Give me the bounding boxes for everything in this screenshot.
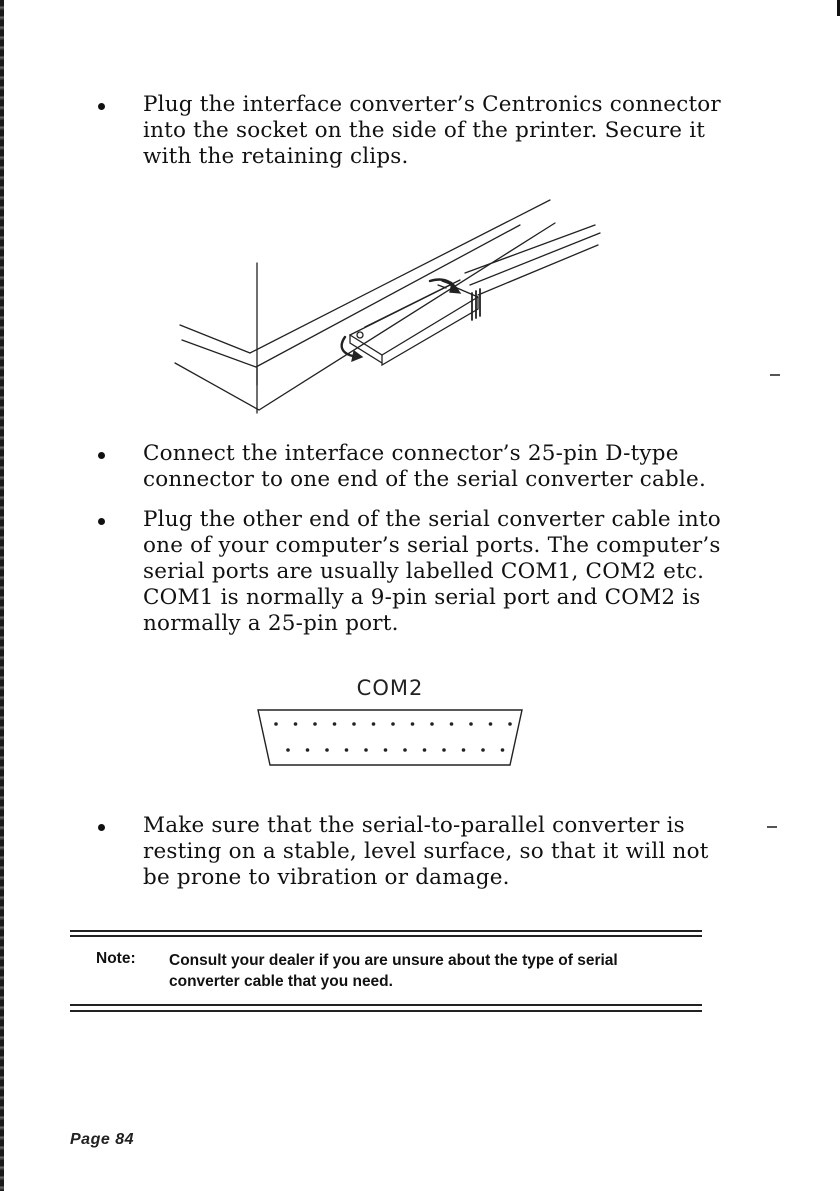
bullet-text: [143, 441, 713, 493]
bullet-dot: [98, 452, 105, 459]
port-pin: [306, 748, 310, 752]
port-pin: [442, 748, 446, 752]
port-pin: [364, 748, 368, 752]
port-pin: [313, 722, 317, 726]
port-pin: [403, 748, 407, 752]
text-line: resting on a stable, level surface, so that it will not: [143, 839, 709, 864]
printer-body-line: [180, 200, 550, 353]
d-sub-25-port-icon: [240, 670, 540, 780]
text-line: with the retaining clips.: [143, 144, 409, 169]
text-line: connector to one end of the serial converter cable.: [143, 467, 707, 492]
port-pin: [481, 748, 485, 752]
cable-line: [478, 245, 598, 295]
com2-port-illustration: [240, 670, 540, 780]
port-pin: [345, 748, 349, 752]
text-line: Plug the interface converter’s Centronics connector: [143, 92, 721, 117]
text-line: one of your computer’s serial ports. The computer’s: [143, 533, 721, 558]
port-pin: [294, 722, 298, 726]
page-number: Page 84: [70, 1131, 134, 1148]
text-line: Connect the interface connector’s 25-pin D-type: [143, 441, 679, 466]
port-pin: [489, 722, 493, 726]
connector-housing: [382, 297, 478, 365]
cable-line: [465, 225, 595, 273]
bullet-text: [143, 813, 713, 891]
text-line: serial ports are usually labelled COM1, COM2 etc.: [143, 559, 705, 584]
port-label: COM2: [356, 676, 424, 700]
port-pin: [423, 748, 427, 752]
port-shell: [258, 710, 522, 765]
port-pin: [384, 748, 388, 752]
note-line: converter cable that you need.: [169, 973, 393, 990]
note-text: [169, 950, 699, 992]
bullet-dot: [98, 518, 105, 525]
port-pin: [462, 748, 466, 752]
note-rule-top: [70, 930, 702, 932]
bullet-text: [143, 92, 721, 170]
margin-mark: [770, 374, 780, 376]
port-pin: [325, 748, 329, 752]
note-rule-top: [70, 935, 702, 937]
clip-arrow: [352, 351, 362, 361]
note-rule-bottom: [70, 1004, 702, 1006]
bullet-dot: [98, 103, 105, 110]
text-line: Plug the other end of the serial converter cable into: [143, 507, 721, 532]
bullet-text: [143, 507, 721, 637]
port-pins: [274, 722, 512, 752]
text-line: COM1 is normally a 9-pin serial port and COM2 is: [143, 585, 701, 610]
text-line: be prone to vibration or damage.: [143, 865, 510, 890]
note-rule-bottom: [70, 1010, 702, 1012]
port-pin: [274, 722, 278, 726]
port-pin: [469, 722, 473, 726]
printer-connector-illustration-icon: [160, 185, 620, 420]
port-pin: [391, 722, 395, 726]
note-label: Note:: [96, 950, 136, 967]
note-box: [70, 926, 702, 1018]
port-pin: [430, 722, 434, 726]
port-pin: [352, 722, 356, 726]
port-pin: [501, 748, 505, 752]
port-pin: [450, 722, 454, 726]
port-pin: [508, 722, 512, 726]
port-pin: [286, 748, 290, 752]
scan-edge-left: [0, 0, 4, 1191]
printer-body-line: [175, 223, 555, 410]
text-line: Make sure that the serial-to-parallel converter is: [143, 813, 685, 838]
text-line: normally a 25-pin port.: [143, 611, 399, 636]
port-pin: [411, 722, 415, 726]
bullet-dot: [98, 824, 105, 831]
note-line: Consult your dealer if you are unsure about the type of serial: [169, 952, 618, 969]
port-pin: [333, 722, 337, 726]
port-pin: [372, 722, 376, 726]
text-line: into the socket on the side of the printer. Secure it: [143, 118, 706, 143]
margin-mark: [767, 826, 777, 828]
